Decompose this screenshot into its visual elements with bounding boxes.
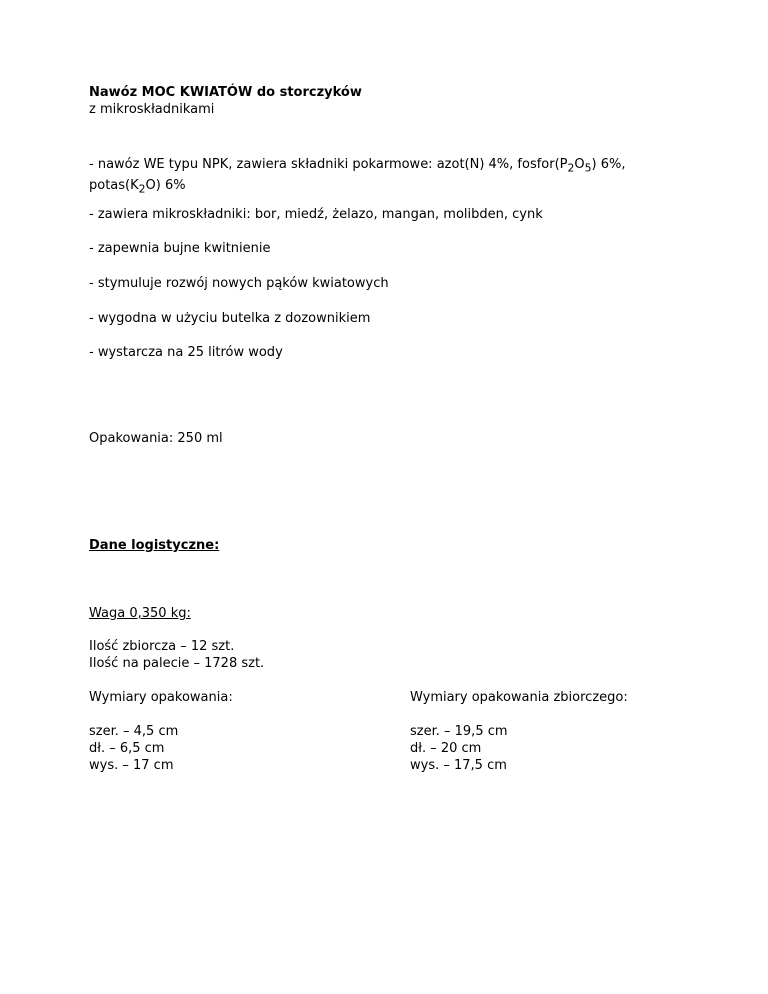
feature-buds: - stymuluje rozwój nowych pąków kwiatowych bbox=[89, 276, 389, 291]
bulk-length: dł. – 20 cm bbox=[410, 741, 482, 756]
feature-npk-line2 bbox=[89, 177, 626, 198]
npk-text-part: O) 6% bbox=[145, 177, 186, 193]
logistics-heading: Dane logistyczne: bbox=[89, 538, 220, 553]
npk-text-part: ) 6%, bbox=[591, 157, 626, 172]
document-title: Nawóz MOC KWIATÓW do storczyków bbox=[89, 85, 362, 100]
pack-height: wys. – 17 cm bbox=[89, 758, 174, 773]
npk-subscript: 2 bbox=[138, 182, 146, 196]
document-subtitle: z mikroskładnikami bbox=[89, 102, 215, 117]
pack-dims-values bbox=[89, 723, 178, 774]
pallet-quantity: Ilość na palecie – 1728 szt. bbox=[89, 656, 265, 671]
bulk-dims-values bbox=[410, 723, 508, 774]
bulk-height: wys. – 17,5 cm bbox=[410, 758, 507, 773]
feature-bottle: - wygodna w użyciu butelka z dozownikiem bbox=[89, 311, 371, 326]
feature-micronutrients: - zawiera mikroskładniki: bor, miedź, żelazo, mangan, molibden, cynk bbox=[89, 207, 543, 222]
bulk-dims-heading: Wymiary opakowania zbiorczego: bbox=[410, 690, 628, 705]
feature-npk bbox=[89, 156, 626, 197]
pack-length: dł. – 6,5 cm bbox=[89, 741, 165, 756]
quantity-info bbox=[89, 638, 264, 672]
pack-dims-heading: Wymiary opakowania: bbox=[89, 690, 233, 705]
feature-npk-line1 bbox=[89, 156, 626, 177]
feature-bloom: - zapewnia bujne kwitnienie bbox=[89, 241, 271, 256]
npk-subscript: 5 bbox=[584, 161, 592, 175]
packaging-info: Opakowania: 250 ml bbox=[89, 431, 223, 446]
npk-text-part: potas(K bbox=[89, 177, 139, 193]
bulk-quantity: Ilość zbiorcza – 12 szt. bbox=[89, 639, 235, 654]
npk-subscript: 2 bbox=[567, 161, 575, 175]
bulk-width: szer. – 19,5 cm bbox=[410, 724, 508, 739]
npk-text-part: - nawóz WE typu NPK, zawiera składniki pokarmowe: azot(N) 4%, fosfor(P bbox=[89, 157, 568, 172]
weight-info: Waga 0,350 kg: bbox=[89, 606, 191, 621]
pack-width: szer. – 4,5 cm bbox=[89, 724, 179, 739]
feature-water: - wystarcza na 25 litrów wody bbox=[89, 345, 283, 360]
npk-text-part: O bbox=[574, 157, 585, 172]
